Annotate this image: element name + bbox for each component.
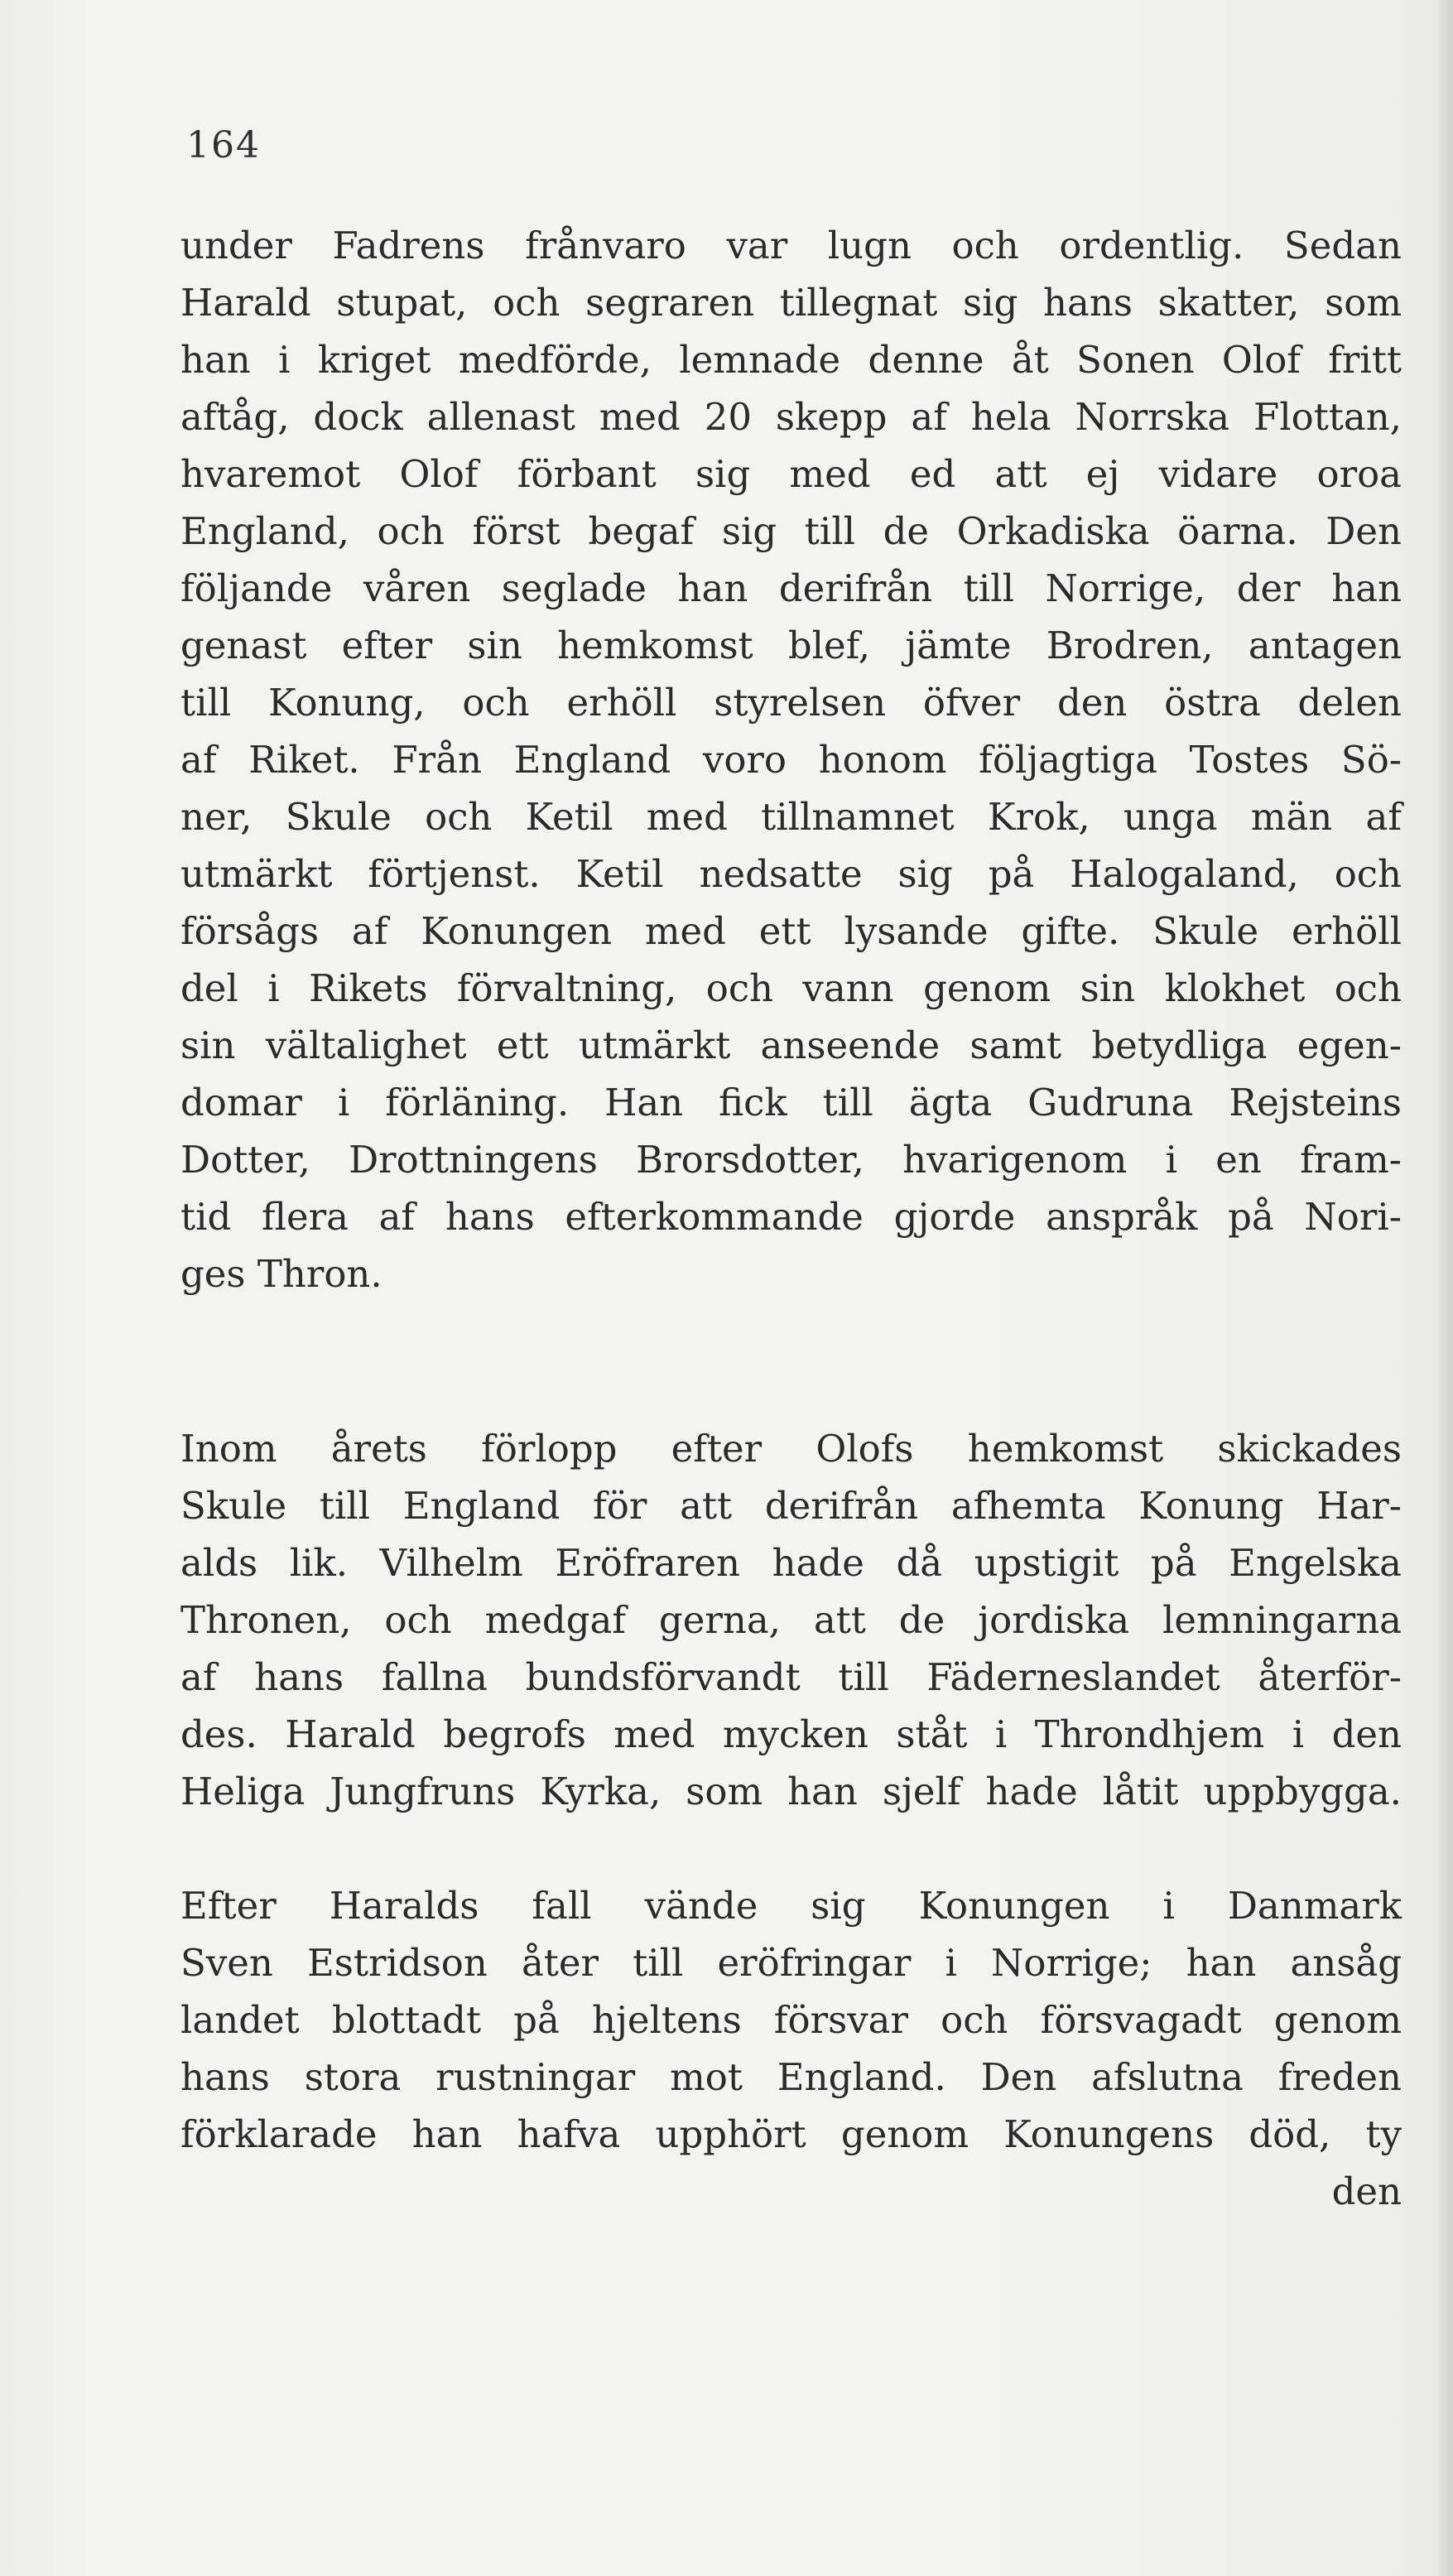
text-line: hans stora rustningar mot England. Den afslutna freden [180, 2055, 1402, 2099]
text-line: af hans fallna bundsförvandt till Fäderneslandet återför- [180, 1655, 1402, 1699]
paragraph-2 [180, 1420, 1402, 1820]
text-line: aftåg, dock allenast med 20 skepp af hela Norrska Flottan, [180, 395, 1402, 439]
text-line: England, och först begaf sig till de Orkadiska öarna. Den [180, 509, 1402, 553]
text-line: tid flera af hans efterkommande gjorde anspråk på Nori- [180, 1195, 1402, 1239]
paragraph-3 [180, 1877, 1402, 2220]
text-line: Inom årets förlopp efter Olofs hemkomst skickades [180, 1427, 1402, 1471]
text-line: Heliga Jungfruns Kyrka, som han sjelf hade låtit uppbygga. [180, 1769, 1402, 1813]
text-line: ner, Skule och Ketil med tillnamnet Krok, unga män af [180, 795, 1402, 839]
text-line: landet blottadt på hjeltens försvar och försvagadt genom [180, 1998, 1402, 2042]
text-line: följande våren seglade han derifrån till Norrige, der han [180, 566, 1402, 610]
text-line: del i Rikets förvaltning, och vann genom sin klokhet och [180, 966, 1402, 1010]
text-line: Dotter, Drottningens Brorsdotter, hvarigenom i en fram- [180, 1138, 1402, 1182]
paragraph-1 [180, 217, 1402, 1302]
text-line: hvaremot Olof förbant sig med ed att ej vidare oroa [180, 452, 1402, 496]
text-line: försågs af Konungen med ett lysande gifte. Skule erhöll [180, 909, 1402, 953]
text-line: han i kriget medförde, lemnade denne åt Sonen Olof fritt [180, 338, 1402, 382]
text-line: ges Thron. [180, 1252, 382, 1296]
text-line: Skule till England för att derifrån afhemta Konung Har- [180, 1484, 1402, 1528]
text-line: Efter Haralds fall vände sig Konungen i Danmark [180, 1884, 1402, 1928]
catchword: den [1331, 2169, 1402, 2213]
text-line: des. Harald begrofs med mycken ståt i Throndhjem i den [180, 1712, 1402, 1756]
text-line: sin vältalighet ett utmärkt anseende samt betydliga egen- [180, 1023, 1402, 1067]
page-number: 164 [186, 124, 261, 166]
text-line: domar i förläning. Han fick till ägta Gudruna Rejsteins [180, 1081, 1402, 1124]
text-line: förklarade han hafva upphört genom Konungens död, ty [180, 2112, 1402, 2156]
page-edge [1440, 0, 1453, 2576]
text-line: genast efter sin hemkomst blef, jämte Brodren, antagen [180, 624, 1402, 667]
text-line: under Fadrens frånvaro var lugn och ordentlig. Sedan [180, 224, 1402, 267]
text-line: till Konung, och erhöll styrelsen öfver den östra delen [180, 681, 1402, 725]
text-line: utmärkt förtjenst. Ketil nedsatte sig på Halogaland, och [180, 852, 1402, 896]
text-line: alds lik. Vilhelm Eröfraren hade då upstigit på Engelska [180, 1541, 1402, 1585]
text-line: Thronen, och medgaf gerna, att de jordiska lemningarna [180, 1598, 1402, 1642]
text-line: Sven Estridson åter till eröfringar i Norrige; han ansåg [180, 1941, 1402, 1985]
text-line: Harald stupat, och segraren tillegnat sig hans skatter, som [180, 281, 1402, 325]
text-line: af Riket. Från England voro honom följagtiga Tostes Sö- [180, 738, 1402, 782]
